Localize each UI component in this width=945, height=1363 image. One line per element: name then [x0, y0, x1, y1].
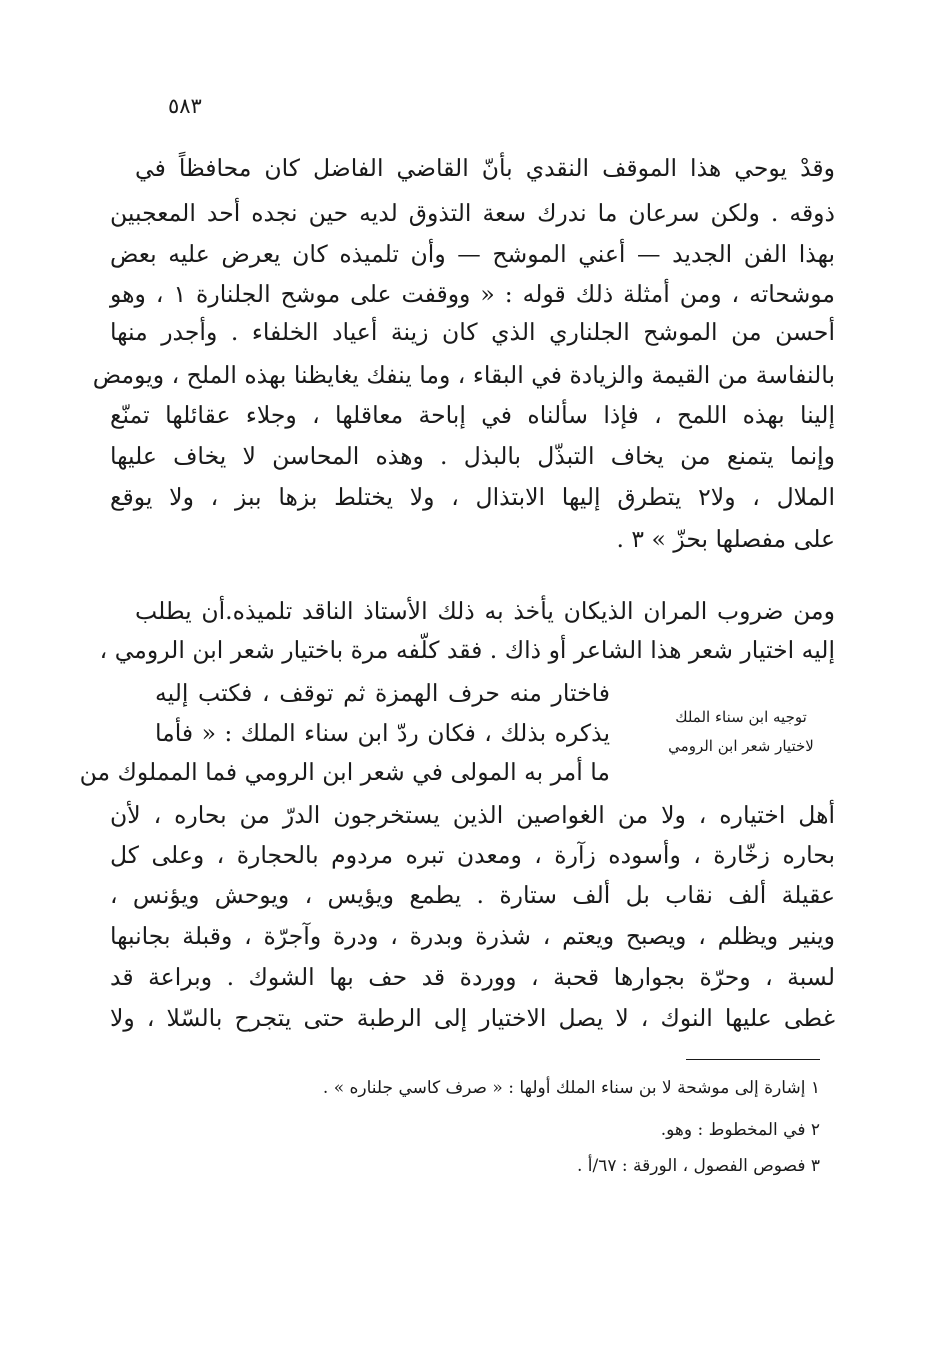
text-line: لسبة ، وحرّة بجوارها قحبة ، ووردة قد حف بها الشوك . وبراعة قد	[110, 963, 835, 991]
text-line: بحاره زخّارة ، وأسوده زآرة ، ومعدن تبره مردوم بالحجارة ، وعلى كل	[110, 841, 835, 869]
margin-note-line: توجيه ابن سناء الملك	[675, 708, 807, 726]
text-line: إلينا بهذه اللمح ، فإذا سألناه في إباحة معاقلها ، وجلاء عقائلها تمنّع	[110, 401, 835, 429]
margin-note-line: لاختيار شعر ابن الرومي	[668, 737, 814, 755]
text-line: أحسن من الموشح الجلناري الذي كان زينة أعياد الخلفاء . وأجدر منها	[110, 318, 835, 346]
text-line: ذوقه . ولكن سرعان ما ندرك سعة التذوق لديه حين نجده أحد المعجبين	[110, 199, 835, 227]
text-line: وإنما يتمنع من يخاف التبذّل بالبذل . وهذه المحاسن لا يخاف عليها	[110, 442, 835, 470]
footnote: ٢ في المخطوط : وهو.	[660, 1120, 820, 1140]
text-line: فاختار منه حرف الهمزة ثم توقف ، فكتب إليه	[155, 679, 610, 707]
text-line: بهذا الفن الجديد — أعني الموشح — وأن تلميذه كان يعرض عليه بعض	[110, 240, 835, 268]
text-line: موشحاته ، ومن أمثلة ذلك قوله : « ووقفت على موشح الجلنارة ١ ، وهو	[110, 280, 835, 308]
text-line: أهل اختياره ، ولا من الغواصين الذين يستخرجون الدرّ من بحاره ، لأن	[110, 801, 835, 829]
text-line: بالنفاسة من القيمة والزيادة في البقاء ، وما ينفك يغايظنا بهذه الملح ، ويومض	[92, 361, 835, 389]
text-line: الملال ، ولا٢ يتطرق إليها الابتذال ، ولا يختلط بزها ببز ، ولا يوقع	[110, 483, 835, 511]
footnote: ١ إشارة إلى موشحة لا بن سناء الملك أولها : « صرف كاسي جلناره » .	[322, 1078, 820, 1098]
text-line: وينير ويظلم ، ويصبح ويعتم ، شذرة وبدرة ، ودرة وآجرّة ، وقبلة بجانبها	[110, 922, 835, 950]
text-line: يذكره بذلك ، فكان ردّ ابن سناء الملك : « فأما	[155, 719, 610, 747]
text-line: على مفصلها بحزّ » ٣ .	[616, 525, 835, 553]
text-line: ما أمر به المولى في شعر ابن الرومي فما المملوك من	[79, 758, 610, 786]
footnote: ٣ فصوص الفصول ، الورقة : ٦٧/أ .	[576, 1156, 820, 1176]
page-number: ٥٨٣	[168, 94, 202, 118]
text-line: غطى عليها النوك ، لا يصل الاختيار إلى الرطبة حتى يتجرح بالسّلا ، ولا	[110, 1004, 835, 1032]
text-line: إليه اختيار شعر هذا الشاعر أو ذاك . فقد كلّفه مرة باختيار شعر ابن الرومي ،	[99, 636, 835, 664]
text-line: وقدْ يوحي هذا الموقف النقدي بأنّ القاضي الفاضل كان محافظاً في	[135, 154, 835, 182]
text-line: عقيلة ألف نقاب بل ألف ستارة . يطمع ويؤيس ، ويوحش ويؤنس ،	[110, 881, 835, 909]
text-line: ومن ضروب المران الذيكان يأخذ به ذلك الأستاذ الناقد تلميذه.أن يطلب	[135, 597, 835, 625]
footnote-separator	[686, 1059, 820, 1060]
